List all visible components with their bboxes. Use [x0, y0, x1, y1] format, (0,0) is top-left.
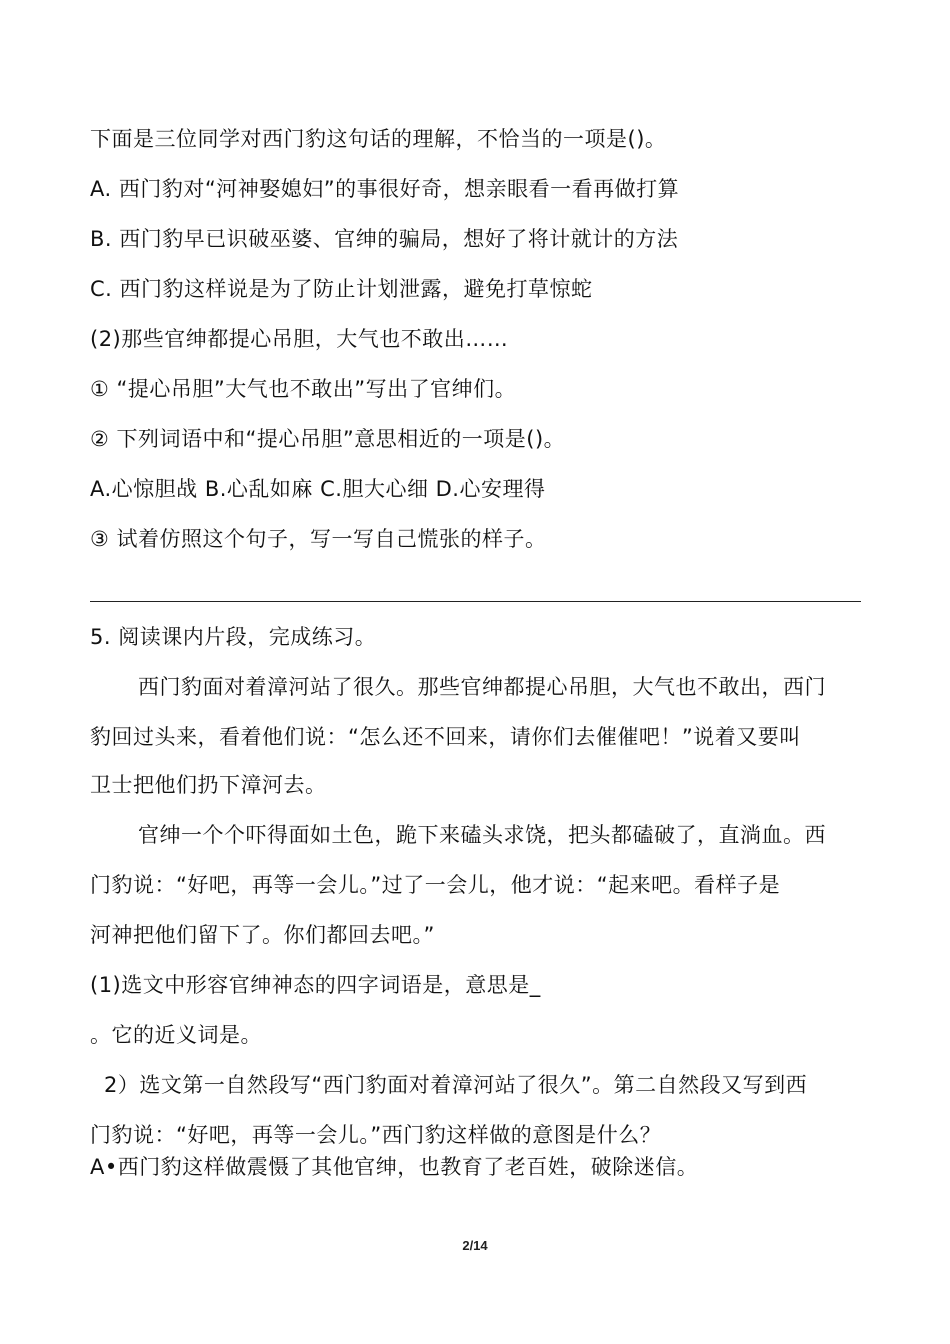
passage-p2-line-3: 河神把他们留下了。你们都回去吧。”	[90, 923, 435, 947]
question-1-line-1: (1)选文中形容官绅神态的四字词语是，意思是_	[90, 973, 541, 997]
option-a: A. 西门豹对“河神娶媳妇”的事很好奇，想亲眼看一看再做打算	[90, 177, 680, 201]
passage-p1-line-3: 卫士把他们扔下漳河去。	[90, 773, 327, 797]
question-2-line-2: 门豹说：“好吧，再等一会儿。”西门豹这样做的意图是什么？	[90, 1123, 662, 1147]
answer-line-divider	[90, 601, 861, 602]
question-2-answer: A•西门豹这样做震慑了其他官绅，也教育了老百姓，破除迷信。	[90, 1155, 699, 1179]
section-5-heading: 5. 阅读课内片段，完成练习。	[90, 625, 377, 649]
question-1-line-2: 。它的近义词是。	[90, 1023, 262, 1047]
subquestion-2-item-2: ② 下列词语中和“提心吊胆”意思相近的一项是()。	[90, 427, 566, 451]
passage-p1-line-1: 西门豹面对着漳河站了很久。那些官绅都提心吊胆，大气也不敢出，西门	[138, 675, 826, 699]
subquestion-2-item-1: ① “提心吊胆”大气也不敢出”写出了官绅们。	[90, 377, 517, 401]
option-b: B. 西门豹早已识破巫婆、官绅的骗局，想好了将计就计的方法	[90, 227, 679, 251]
subquestion-2-item-3: ③ 试着仿照这个句子，写一写自己慌张的样子。	[90, 527, 547, 551]
passage-p2-line-2: 门豹说：“好吧，再等一会儿。”过了一会儿，他才说：“起来吧。看样子是	[90, 873, 781, 897]
subquestion-2-options: A.心惊胆战 B.心乱如麻 C.胆大心细 D.心安理得	[90, 477, 546, 501]
question-intro: 下面是三位同学对西门豹这句话的理解，不恰当的一项是()。	[90, 127, 667, 151]
question-2-line-1: 2）选文第一自然段写“西门豹面对着漳河站了很久”。第二自然段又写到西	[104, 1073, 808, 1097]
page-number: 2/14	[462, 1238, 488, 1253]
passage-p2-line-1: 官绅一个个吓得面如土色，跪下来磕头求饶，把头都磕破了，直淌血。西	[138, 823, 826, 847]
passage-p1-line-2: 豹回过头来，看着他们说：“怎么还不回来，请你们去催催吧！”说着又要叫	[90, 725, 801, 749]
subquestion-2: (2)那些官绅都提心吊胆，大气也不敢出……	[90, 327, 509, 351]
option-c: C. 西门豹这样说是为了防止计划泄露，避免打草惊蛇	[90, 277, 593, 301]
